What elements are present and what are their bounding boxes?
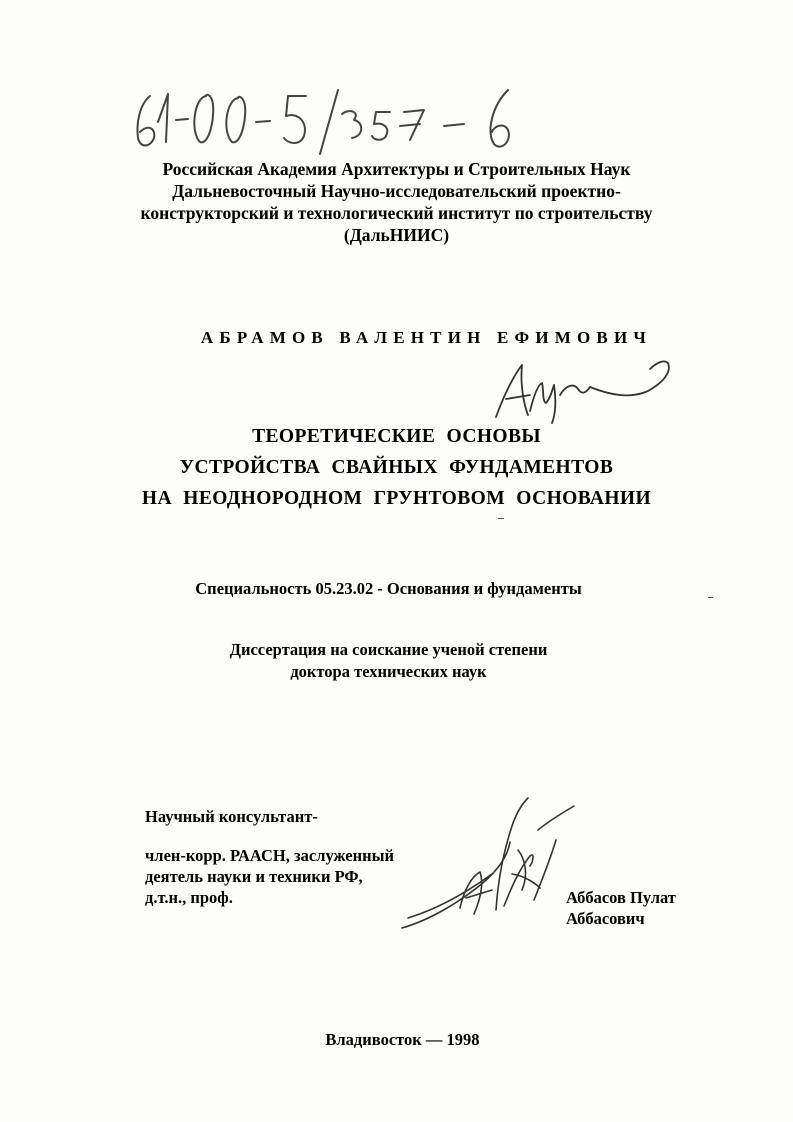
specialty: Специальность 05.23.02 - Основания и фундаменты [195,579,582,598]
author-name: АБРАМОВ ВАЛЕНТИН ЕФИМОВИЧ [200,328,653,347]
institution-header [0,158,793,246]
archive-number-drawing [128,82,548,162]
consultant-label: Научный консультант- [145,807,318,826]
title-line: НА НЕОДНОРОДНОМ ГРУНТОВОМ ОСНОВАНИИ [141,488,652,509]
author-signature-drawing [490,355,680,425]
degree-line: Диссертация на соискание ученой степени [229,640,548,659]
scan-speck [498,518,504,519]
institution-line: Дальневосточный Научно-исследовательский проектно- [172,181,621,201]
consultant-name [566,887,676,929]
institution-line: конструкторский и технологический институт по строительству [140,203,653,223]
consultant-name-line: Аббасов Пулат [566,888,676,907]
degree-line: доктора технических наук [290,662,487,681]
dissertation-title [0,421,793,514]
consultant-description [145,845,394,908]
consultant-signature [400,790,580,940]
place-year: Владивосток — 1998 [325,1030,480,1049]
consultant-description-line: д.т.н., проф. [145,888,233,907]
degree-statement [0,639,785,683]
title-line: УСТРОЙСТВА СВАЙНЫХ ФУНДАМЕНТОВ [179,457,614,478]
consultant-description-line: член-корр. РААСН, заслуженный [145,846,394,865]
title-line: ТЕОРЕТИЧЕСКИЕ ОСНОВЫ [252,426,541,447]
institution-line: Российская Академия Архитектуры и Строительных Наук [162,159,631,179]
institution-line: (ДальНИИС) [343,225,450,245]
scan-speck [708,597,713,598]
consultant-signature-drawing [400,790,580,940]
author-signature [490,355,680,425]
consultant-name-line: Аббасович [566,909,645,928]
handwritten-archive-number [128,82,548,162]
consultant-description-line: деятель науки и техники РФ, [145,867,363,886]
